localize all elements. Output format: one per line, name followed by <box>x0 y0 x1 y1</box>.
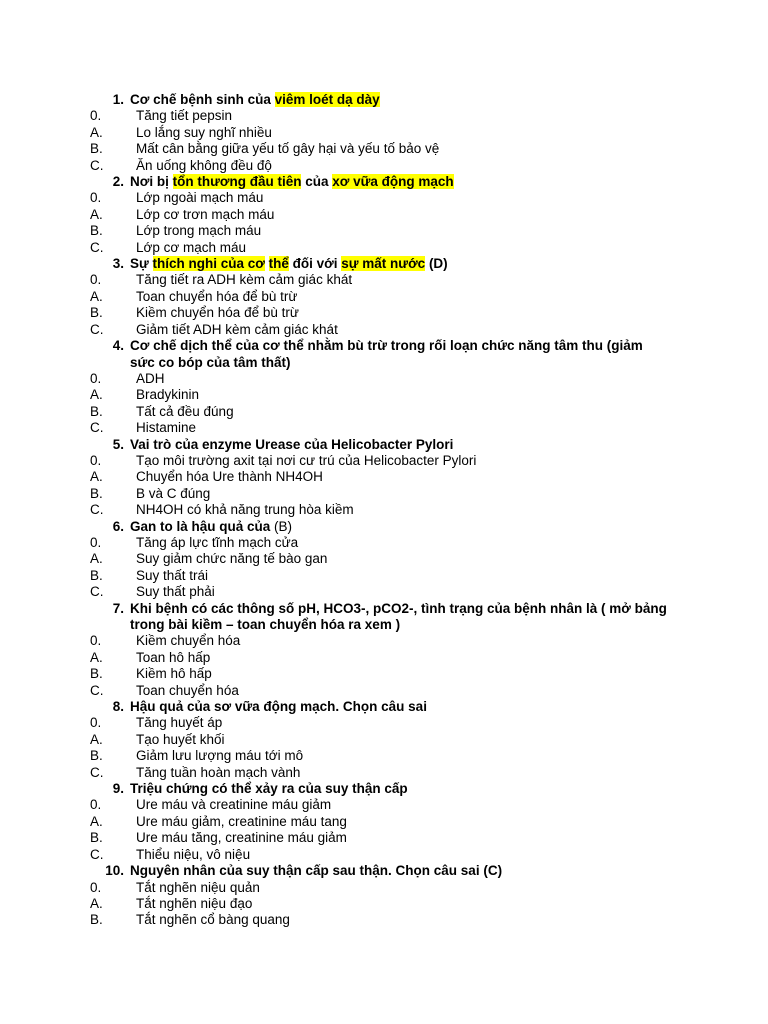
answer-option <box>0 453 768 469</box>
question-text <box>130 781 670 797</box>
option-letter: B. <box>90 223 103 239</box>
option-letter: A. <box>90 813 103 829</box>
answer-option <box>0 420 768 436</box>
question-text-part: Triệu chứng có thể xảy ra của suy thận cấp <box>130 781 408 797</box>
option-letter: B. <box>90 305 103 321</box>
option-text: Ure máu và creatinine máu giảm <box>136 797 332 813</box>
answer-option <box>0 141 768 157</box>
question-text-part: Sự <box>130 256 153 272</box>
highlighted-text: viêm loét dạ dày <box>274 92 380 107</box>
option-letter: C. <box>90 502 104 518</box>
option-letter: 0. <box>90 879 102 895</box>
question-item <box>0 437 768 519</box>
option-letter: 0. <box>90 633 102 649</box>
answer-option <box>0 190 768 206</box>
option-text: Tăng tiết ra ADH kèm cảm giác khát <box>136 272 353 288</box>
option-letter: A. <box>90 387 103 403</box>
option-letter: A. <box>90 551 103 567</box>
answer-option <box>0 322 768 338</box>
question-item <box>0 863 768 929</box>
answer-option <box>0 535 768 551</box>
question-item <box>0 92 768 174</box>
answer-option <box>0 880 768 896</box>
option-text: Tắt nghẽn cổ bàng quang <box>136 912 290 928</box>
question-text-part: (D) <box>425 256 448 272</box>
answer-option <box>0 223 768 239</box>
option-text: Lớp trong mạch máu <box>136 223 262 239</box>
option-text: Ure máu giảm, creatinine máu tang <box>136 813 347 829</box>
answer-option <box>0 797 768 813</box>
option-letter: 0. <box>90 452 102 468</box>
option-text: Mất cân bằng giữa yếu tố gây hại và yếu tố bảo vệ <box>136 141 440 157</box>
answer-option <box>0 830 768 846</box>
highlighted-text: thể <box>268 256 289 272</box>
question-heading <box>0 338 768 371</box>
answer-option <box>0 765 768 781</box>
option-text: Lo lắng suy nghĩ nhiều <box>136 124 272 140</box>
question-text-part: (B) <box>270 518 293 534</box>
question-number: 3. <box>112 256 124 272</box>
question-item <box>0 601 768 699</box>
question-text <box>130 256 670 272</box>
answer-option <box>0 387 768 403</box>
question-text-part: Vai trò của enzyme Urease của Helicobacter Pylori <box>130 436 454 452</box>
option-text: Tất cả đều đúng <box>136 403 234 419</box>
answer-option <box>0 272 768 288</box>
option-letter: C. <box>90 682 104 698</box>
question-text-part: đối với <box>288 256 342 272</box>
question-item <box>0 699 768 781</box>
option-text: Suy giảm chức năng tế bào gan <box>136 551 328 567</box>
option-text: Thiểu niệu, vô niệu <box>136 846 251 862</box>
answer-option <box>0 207 768 223</box>
answer-option <box>0 584 768 600</box>
answer-option <box>0 486 768 502</box>
option-letter: B. <box>90 567 103 583</box>
answer-option <box>0 125 768 141</box>
highlighted-text: tổn thương đầu tiên <box>172 174 302 190</box>
option-letter: 0. <box>90 534 102 550</box>
option-letter: B. <box>90 141 103 157</box>
option-text: Lớp cơ mạch máu <box>136 239 246 255</box>
option-letter: C. <box>90 764 104 780</box>
option-text: Giảm lưu lượng máu tới mô <box>136 748 304 764</box>
question-text <box>130 92 670 108</box>
option-letter: 0. <box>90 715 102 731</box>
option-letter: 0. <box>90 190 102 206</box>
option-text: Ure máu tăng, creatinine máu giảm <box>136 830 347 846</box>
question-heading <box>0 519 768 535</box>
answer-option <box>0 305 768 321</box>
option-letter: C. <box>90 846 104 862</box>
option-letter: C. <box>90 239 104 255</box>
option-letter: A. <box>90 124 103 140</box>
answer-option <box>0 158 768 174</box>
question-text-part: Cơ chế bệnh sinh của <box>130 92 275 107</box>
option-text: Tăng huyết áp <box>136 715 223 731</box>
option-letter: 0. <box>90 272 102 288</box>
option-text: Lớp ngoài mạch máu <box>136 190 264 206</box>
answer-option <box>0 502 768 518</box>
question-heading <box>0 781 768 797</box>
option-letter: B. <box>90 485 103 501</box>
answer-option <box>0 912 768 928</box>
option-letter: C. <box>90 157 104 173</box>
option-letter: 0. <box>90 370 102 386</box>
question-text <box>130 863 670 879</box>
question-text-part: của <box>301 174 333 190</box>
answer-option <box>0 289 768 305</box>
question-text-part: Nơi bị <box>130 174 173 190</box>
option-text: Tắt nghẽn niệu đạo <box>136 895 253 911</box>
answer-option <box>0 896 768 912</box>
answer-option <box>0 371 768 387</box>
option-text: Toan hô hấp <box>136 649 211 665</box>
option-letter: A. <box>90 469 103 485</box>
option-letter: A. <box>90 288 103 304</box>
option-text: Toan chuyển hóa để bù trừ <box>136 288 298 304</box>
option-letter: A. <box>90 649 103 665</box>
option-letter: C. <box>90 321 104 337</box>
question-text-part: Cơ chế dịch thể của cơ thể nhằm bù trừ trong rối loạn chức năng tâm thu (giảm sức co bóp của tâm thất) <box>130 338 643 370</box>
question-list <box>0 92 768 929</box>
option-letter: B. <box>90 403 103 419</box>
option-text: Tắt nghẽn niệu quản <box>136 879 260 895</box>
option-text: Tạo môi trường axit tại nơi cư trú của Helicobacter Pylori <box>136 452 477 468</box>
question-heading <box>0 256 768 272</box>
question-text-part: Hậu quả của sơ vữa động mạch. Chọn câu sai <box>130 699 427 715</box>
option-text: Kiềm chuyển hóa để bù trừ <box>136 305 299 321</box>
answer-option <box>0 814 768 830</box>
question-text <box>130 601 670 634</box>
option-text: Histamine <box>136 420 197 436</box>
answer-option <box>0 683 768 699</box>
question-heading <box>0 699 768 715</box>
option-text: Kiềm hô hấp <box>136 666 212 682</box>
option-letter: A. <box>90 731 103 747</box>
question-number: 7. <box>112 600 124 616</box>
option-letter: 0. <box>90 108 102 124</box>
option-letter: B. <box>90 666 103 682</box>
option-text: Toan chuyển hóa <box>136 682 239 698</box>
option-text: Kiềm chuyển hóa <box>136 633 241 649</box>
option-letter: B. <box>90 830 103 846</box>
question-text <box>130 519 670 535</box>
question-heading <box>0 437 768 453</box>
question-item <box>0 174 768 256</box>
option-letter: A. <box>90 895 103 911</box>
answer-option <box>0 633 768 649</box>
answer-option <box>0 732 768 748</box>
highlighted-text: xơ vữa động mạch <box>332 174 454 190</box>
question-text <box>130 174 670 190</box>
highlighted-text: thích nghi của cơ <box>152 256 265 272</box>
option-text: Suy thất phải <box>136 584 215 600</box>
option-text: Tạo huyết khối <box>136 731 225 747</box>
answer-option <box>0 404 768 420</box>
option-text: B và C đúng <box>136 485 211 501</box>
option-letter: C. <box>90 420 104 436</box>
question-number: 8. <box>112 699 124 715</box>
question-heading <box>0 92 768 108</box>
question-heading <box>0 174 768 190</box>
question-item <box>0 256 768 338</box>
question-text <box>130 699 670 715</box>
question-text <box>130 338 670 371</box>
question-number: 10. <box>105 863 124 879</box>
answer-option <box>0 666 768 682</box>
question-item <box>0 338 768 436</box>
question-text-part: Gan to là hậu quả của <box>130 518 271 534</box>
answer-option <box>0 847 768 863</box>
answer-option <box>0 551 768 567</box>
answer-option <box>0 568 768 584</box>
option-text: Lớp cơ trơn mạch máu <box>136 206 275 222</box>
option-text: Tăng áp lực tĩnh mạch cửa <box>136 534 299 550</box>
answer-option <box>0 748 768 764</box>
option-text: Tăng tuần hoàn mạch vành <box>136 764 301 780</box>
option-text: Bradykinin <box>136 387 200 403</box>
question-item <box>0 781 768 863</box>
option-text: Suy thất trái <box>136 567 209 583</box>
option-text: NH4OH có khả năng trung hòa kiềm <box>136 502 354 518</box>
option-text: ADH <box>136 370 165 386</box>
question-item <box>0 519 768 601</box>
answer-option <box>0 108 768 124</box>
answer-option <box>0 715 768 731</box>
question-text-part: Nguyên nhân của suy thận cấp sau thận. Chọn câu sai (C) <box>130 863 503 879</box>
question-number: 4. <box>112 338 124 354</box>
option-letter: 0. <box>90 797 102 813</box>
question-number: 5. <box>112 436 124 452</box>
question-number: 6. <box>112 518 124 534</box>
answer-option <box>0 240 768 256</box>
question-heading <box>0 863 768 879</box>
option-letter: C. <box>90 584 104 600</box>
option-text: Tăng tiết pepsin <box>136 108 233 124</box>
answer-option <box>0 650 768 666</box>
question-heading <box>0 601 768 634</box>
option-text: Giảm tiết ADH kèm cảm giác khát <box>136 321 338 337</box>
option-letter: B. <box>90 912 103 928</box>
answer-option <box>0 469 768 485</box>
option-text: Ăn uống không đều độ <box>136 157 272 173</box>
question-text <box>130 437 670 453</box>
highlighted-text: sự mất nước <box>341 256 426 272</box>
option-letter: A. <box>90 206 103 222</box>
question-number: 9. <box>112 781 124 797</box>
question-text-part: Khi bệnh có các thông số pH, HCO3-, pCO2-, tình trạng của bệnh nhân là ( mở bảng trong bài kiềm – toan chuyển hóa ra xem ) <box>130 600 667 632</box>
question-number: 2. <box>112 174 124 190</box>
option-letter: B. <box>90 748 103 764</box>
option-text: Chuyển hóa Ure thành NH4OH <box>136 469 323 485</box>
question-number: 1. <box>112 92 124 107</box>
